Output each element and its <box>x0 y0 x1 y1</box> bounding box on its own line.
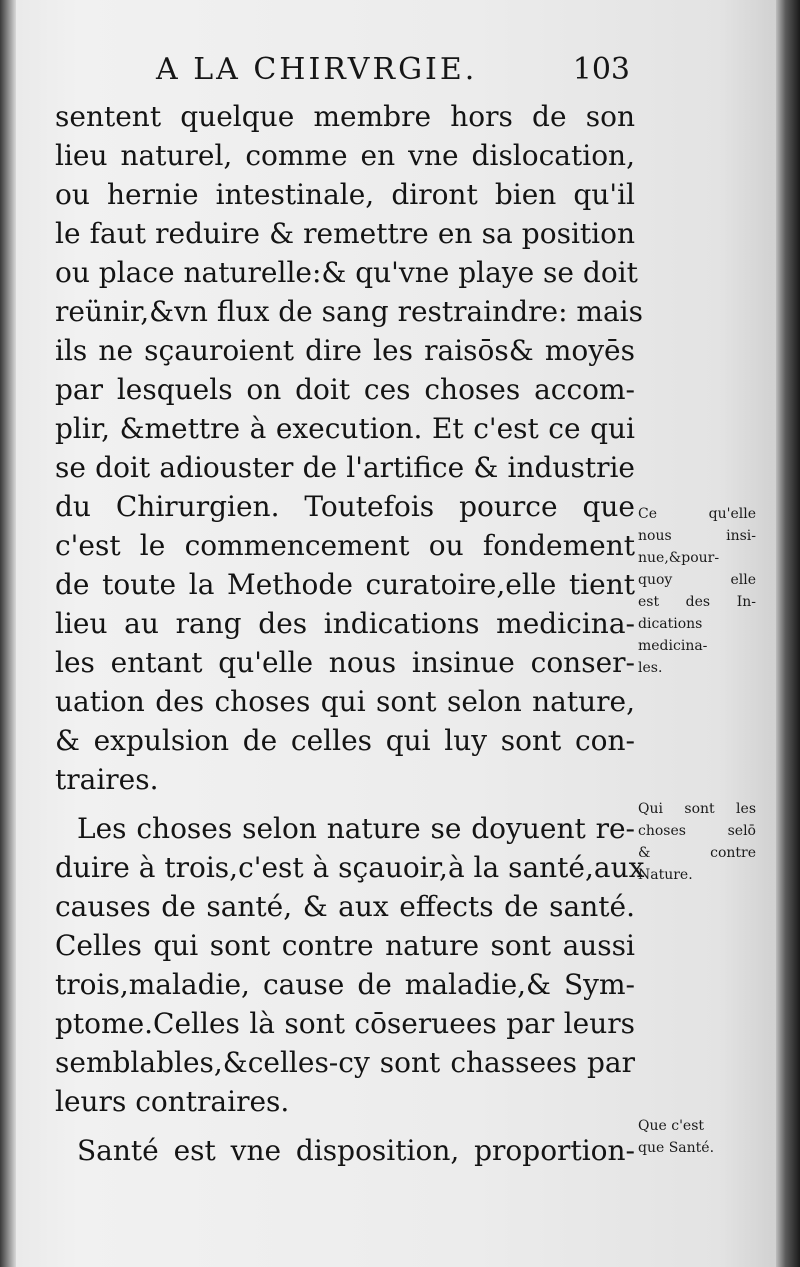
text-line: se doit adiouster de l'artifice & industrie <box>55 451 635 484</box>
text-line: c'est le commencement ou fondement <box>55 529 635 562</box>
text-line: duire à trois,c'est à sçauoir,à la santé,aux <box>55 851 645 884</box>
margin-note-line: dications <box>638 616 703 632</box>
margin-note-line: Qui sont les <box>638 801 756 817</box>
text-line: causes de santé, & aux effects de santé. <box>55 890 635 923</box>
body-text <box>55 97 645 1170</box>
margin-note-line: nous insi- <box>638 528 756 544</box>
margin-note <box>638 798 756 886</box>
text-line: Santé est vne disposition, proportion- <box>77 1134 635 1167</box>
margin-note-line: quoy elle <box>638 572 756 588</box>
margin-note-line: que Santé. <box>638 1140 715 1156</box>
text-line: les entant qu'elle nous insinue conser- <box>55 646 635 679</box>
margin-note-line: les. <box>638 660 663 676</box>
text-line: ou hernie intestinale, diront bien qu'il <box>55 178 635 211</box>
text-line: ptome.Celles là sont cōseruees par leurs <box>55 1007 635 1040</box>
margin-note-line: nue,&pour- <box>638 550 720 566</box>
margin-note-line: choses selō <box>638 823 756 839</box>
margin-note-line: medicina- <box>638 638 708 654</box>
margin-note <box>638 503 756 679</box>
page-gutter-shadow <box>0 0 16 1267</box>
text-line: Les choses selon nature se doyuent re- <box>77 812 635 845</box>
text-line: de toute la Methode curatoire,elle tient <box>55 568 635 601</box>
text-line: ils ne sçauroient dire les raisōs& moyēs <box>55 334 635 367</box>
margin-note-line: Nature. <box>638 867 693 883</box>
page-edge-shadow <box>776 0 800 1267</box>
text-line: sentent quelque membre hors de son <box>55 100 635 133</box>
text-line: Celles qui sont contre nature sont aussi <box>55 929 635 962</box>
text-line: par lesquels on doit ces choses accom- <box>55 373 635 406</box>
text-line: leurs contraires. <box>55 1085 290 1118</box>
margin-note-line: & contre <box>638 845 756 861</box>
text-line: lieu au rang des indications medicina- <box>55 607 635 640</box>
text-line: trois,maladie, cause de maladie,& Sym- <box>55 968 635 1001</box>
text-line: & expulsion de celles qui luy sont con- <box>55 724 635 757</box>
margin-note-line: Que c'est <box>638 1118 705 1134</box>
text-line: du Chirurgien. Toutefois pource que <box>55 490 635 523</box>
text-line: uation des choses qui sont selon nature, <box>55 685 635 718</box>
text-line: traires. <box>55 763 159 796</box>
text-line: reünir,&vn flux de sang restraindre: mais <box>55 295 643 328</box>
text-line: ou place naturelle:& qu'vne playe se doit <box>55 256 638 289</box>
margin-note-line: est des In- <box>638 594 756 610</box>
margin-note <box>638 1115 756 1159</box>
text-line: lieu naturel, comme en vne dislocation, <box>55 139 635 172</box>
page-header <box>60 52 630 96</box>
margin-note-line: Ce qu'elle <box>638 506 756 522</box>
page-number: 103 <box>572 52 630 87</box>
running-head: A LA CHIRVRGIE. <box>156 52 478 87</box>
text-line: le faut reduire & remettre en sa position <box>55 217 635 250</box>
text-line: semblables,&celles-cy sont chassees par <box>55 1046 635 1079</box>
text-line: plir, &mettre à execution. Et c'est ce qui <box>55 412 635 445</box>
